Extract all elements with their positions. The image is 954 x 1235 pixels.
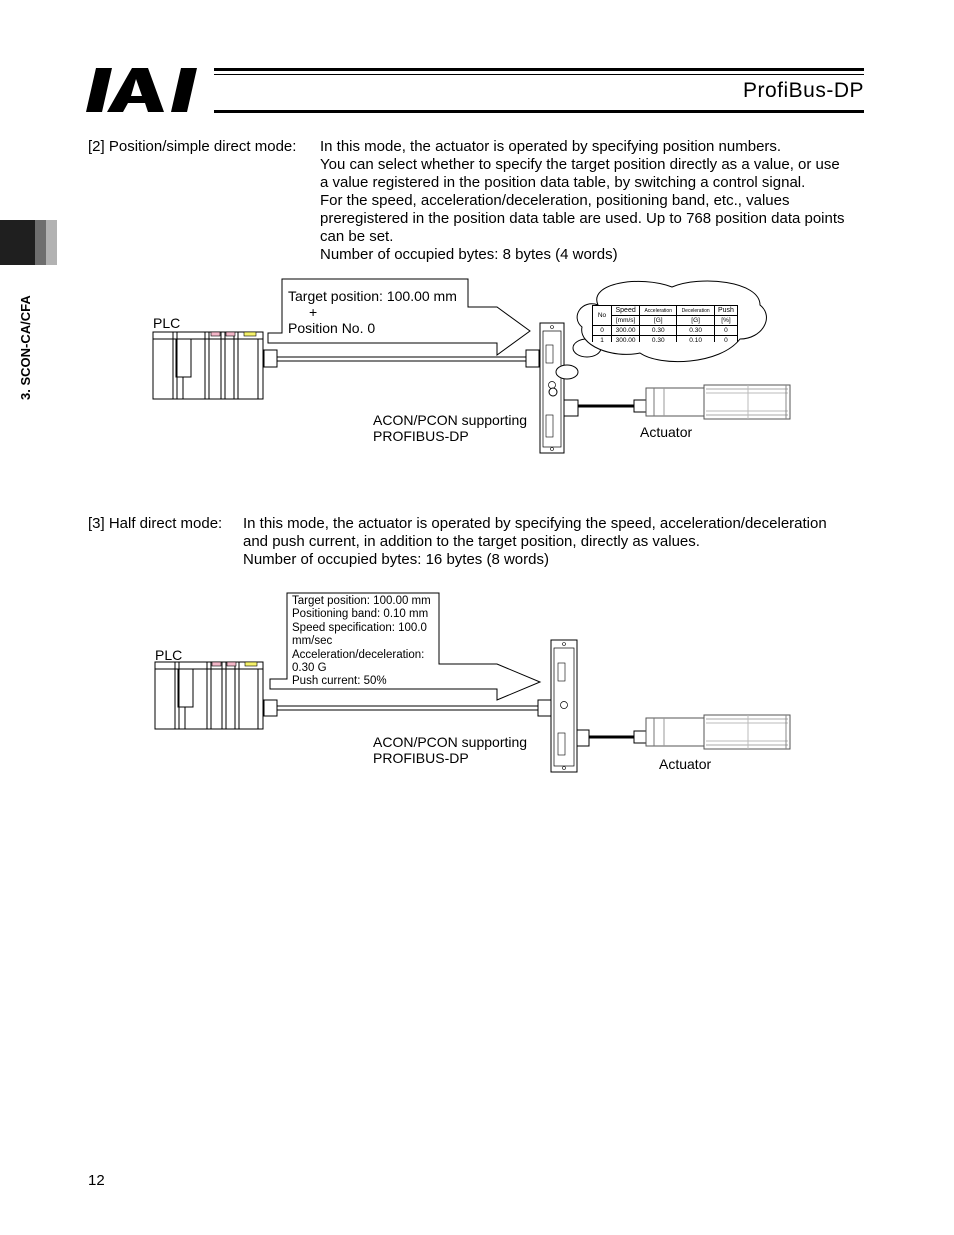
- table-unit: [mm/s]: [612, 316, 640, 326]
- chapter-tab-shade: [35, 220, 46, 265]
- section3-line: and push current, in addition to the target position, directly as values.: [243, 533, 700, 550]
- chapter-side-label: 3. SCON-CA/CFA: [18, 295, 33, 400]
- table-header: Push: [714, 306, 737, 316]
- header-title: ProfiBus-DP: [742, 79, 864, 102]
- section3-line: Number of occupied bytes: 16 bytes (8 words): [243, 551, 549, 568]
- callout-parameters: [292, 595, 431, 689]
- table-header: No: [593, 306, 612, 326]
- section2-line: For the speed, acceleration/deceleration, positioning band, etc., values: [320, 192, 790, 209]
- table-row: [593, 336, 738, 343]
- section2-line: a value registered in the position data table, by switching a control signal.: [320, 174, 806, 191]
- table-unit: [%]: [714, 316, 737, 326]
- table-cell: 0.30: [640, 326, 677, 336]
- controller-label-line: PROFIBUS-DP: [373, 750, 469, 766]
- table-cell: 0.30: [677, 326, 715, 336]
- callout-line: Positioning band: 0.10 mm: [292, 608, 429, 621]
- section3-line: In this mode, the actuator is operated by specifying the speed, acceleration/deceleration: [243, 515, 827, 532]
- chapter-tab-shade-light: [46, 220, 57, 265]
- table-cell: 0.30: [640, 336, 677, 343]
- controller-label: [373, 412, 527, 444]
- controller-label-line: ACON/PCON supporting: [373, 412, 528, 428]
- table-unit: [G]: [640, 316, 677, 326]
- section2-line: You can select whether to specify the target position directly as a value, or use: [320, 156, 840, 173]
- header-rule-thin: [214, 74, 864, 75]
- position-data-table: [592, 305, 738, 342]
- callout-position-no: Position No. 0: [288, 320, 376, 336]
- controller-label-line: PROFIBUS-DP: [373, 428, 469, 444]
- section2-label: [2] Position/simple direct mode:: [88, 138, 297, 155]
- section2-diagram: [0, 275, 954, 465]
- callout-line: Speed specification: 100.0: [292, 621, 427, 634]
- page-number: 12: [88, 1172, 105, 1189]
- header-rule: [214, 68, 864, 71]
- callout-line: Push current: 50%: [292, 675, 387, 688]
- controller-label-line: ACON/PCON supporting: [373, 734, 528, 750]
- plc-label: PLC: [155, 647, 183, 663]
- table-cell: 0: [714, 326, 737, 336]
- table-cell: 1: [593, 336, 612, 343]
- table-header: Acceleration: [640, 306, 677, 316]
- controller-label: [373, 734, 527, 766]
- table-header: Speed: [612, 306, 640, 316]
- callout-line: mm/sec: [292, 635, 333, 648]
- callout-line: Target position: 100.00 mm: [292, 595, 431, 607]
- table-cell: 0: [714, 336, 737, 343]
- plc-unit-icon: [155, 662, 263, 729]
- section2-line: can be set.: [320, 228, 394, 245]
- table-cell: 300.00: [612, 326, 640, 336]
- section3-diagram: [0, 585, 954, 785]
- section2-description: [320, 138, 845, 264]
- plc-unit-icon: [153, 332, 263, 399]
- callout-line: 0.30 G: [292, 662, 327, 675]
- section3-label: [3] Half direct mode:: [88, 515, 223, 532]
- plc-label: PLC: [153, 315, 181, 331]
- actuator-icon: [646, 385, 790, 419]
- section2-line: preregistered in the position data table are used. Up to 768 position data points: [320, 210, 845, 227]
- section3-description: [243, 515, 827, 569]
- table-row: [593, 326, 738, 336]
- table-cell: 300.00: [612, 336, 640, 343]
- header-rule-bottom: [214, 110, 864, 113]
- callout-target-position: Target position: 100.00 mm: [288, 288, 457, 304]
- table-cell: 0: [593, 326, 612, 336]
- actuator-icon: [646, 715, 790, 749]
- table-header: Deceleration: [677, 306, 715, 316]
- section2-line: Number of occupied bytes: 8 bytes (4 words): [320, 246, 618, 263]
- section2-line: In this mode, the actuator is operated by specifying position numbers.: [320, 138, 782, 155]
- table-cell: 0.10: [677, 336, 715, 343]
- actuator-label: Actuator: [659, 756, 712, 772]
- actuator-label: Actuator: [640, 424, 693, 440]
- callout-plus: +: [309, 304, 318, 320]
- controller-unit-icon: [551, 640, 577, 772]
- chapter-tab-marker: [0, 220, 35, 265]
- table-unit: [G]: [677, 316, 715, 326]
- callout-line: Acceleration/deceleration:: [292, 648, 425, 661]
- iai-logo: [86, 66, 208, 114]
